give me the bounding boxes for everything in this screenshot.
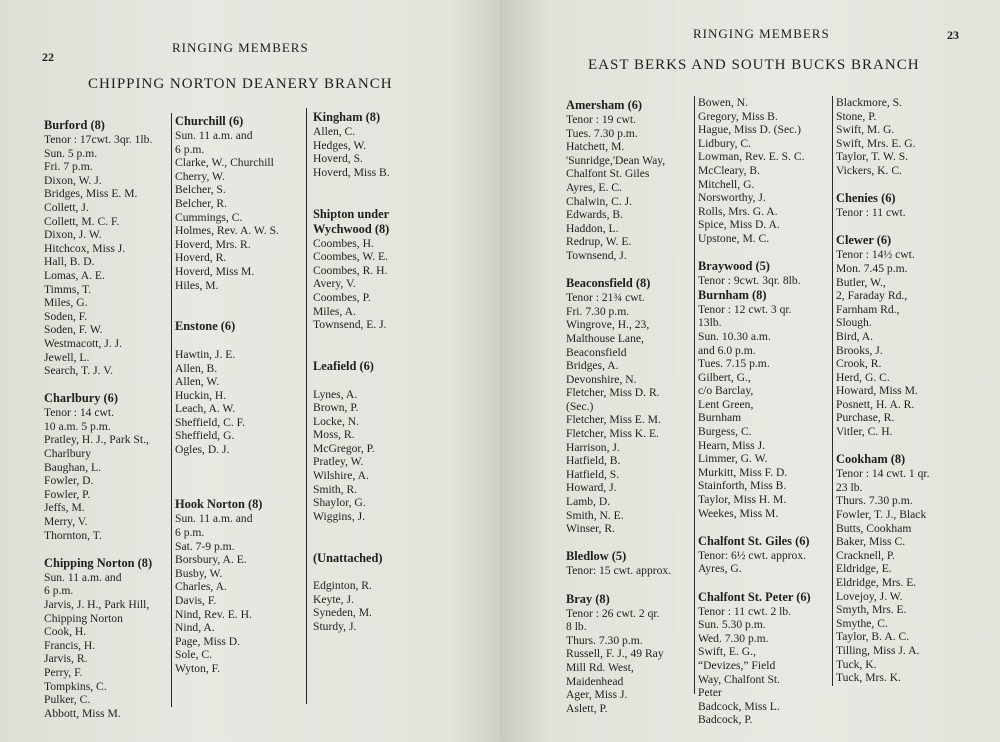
entry-line: Pulker, C. xyxy=(44,693,91,707)
entry-line: Sole, C. xyxy=(175,648,213,662)
entry-line: Jarvis, J. H., Park Hill, xyxy=(44,598,150,611)
entry-line: Harrison, J. xyxy=(566,440,620,454)
entry-line: Merry, V. xyxy=(44,515,88,529)
entry-line: Sun. 11 a.m. and xyxy=(44,570,122,584)
entry-line: Hiles, M. xyxy=(175,278,219,292)
entry-line: Smyth, Mrs. E. xyxy=(836,603,907,617)
spacer xyxy=(313,523,438,537)
entry-line: Spice, Miss D. A. xyxy=(698,218,780,232)
entry-line: Devonshire, N. xyxy=(566,372,637,386)
entry-line: Page, Miss D. xyxy=(175,634,241,648)
entry-line: Lidbury, C. xyxy=(698,136,752,150)
entry-line: 6 p.m. xyxy=(44,584,74,598)
entry-line: Crook, R. xyxy=(836,357,882,371)
entry-line: 'Sunridge,'Dean Way, xyxy=(566,153,666,167)
entry-line: Hawtin, J. E. xyxy=(175,347,236,361)
tower-heading: Chalfont St. Peter (6) xyxy=(698,589,811,604)
entry-line: Timms, T. xyxy=(44,282,92,296)
entry-line: Taylor, B. A. C. xyxy=(836,630,910,644)
spacer xyxy=(313,345,438,359)
entry-line: Abbott, Miss M. xyxy=(44,706,121,720)
tower-heading: Cookham (8) xyxy=(836,452,906,467)
entry-line: Redrup, W. E. xyxy=(566,235,632,249)
spacer xyxy=(313,537,438,551)
entry-line: Gilbert, G., xyxy=(698,370,751,384)
entry-line: Stainforth, Miss B. xyxy=(698,479,787,493)
entry-line: Bird, A. xyxy=(836,329,874,343)
entry-line: Hague, Miss D. (Sec.) xyxy=(698,123,802,137)
entry-line: Tuck, K. xyxy=(836,657,877,671)
entry-line: 6 p.m. xyxy=(175,526,205,540)
spacer xyxy=(44,378,172,392)
entry-line: Cracknell, P. xyxy=(836,548,895,562)
spacer xyxy=(313,193,438,207)
entry-line: Bridges, Miss E. M. xyxy=(44,187,138,201)
entry-line: Hoverd, R. xyxy=(175,251,227,265)
entry-line: Dixon, J. W. xyxy=(44,228,102,242)
entry-line: Hoverd, Mrs. R. xyxy=(175,237,251,251)
entry-line: Shaylor, G. xyxy=(313,496,366,510)
entry-line: Tenor : 21¾ cwt. xyxy=(566,291,645,305)
entry-line: Tenor : 26 cwt. 2 qr. xyxy=(566,606,660,620)
entry-line: Lamb, D. xyxy=(566,495,611,509)
entry-line: Leach, A. W. xyxy=(175,402,236,416)
entry-line: Fri. 7.30 p.m. xyxy=(566,304,630,318)
entry-line: Hatchett, M. xyxy=(566,140,625,154)
entry-line: Malthouse Lane, xyxy=(566,331,644,345)
entry-line: Stone, P. xyxy=(836,109,877,123)
entry-line: Badcock, Miss L. xyxy=(698,699,780,713)
branch-title: EAST BERKS AND SOUTH BUCKS BRANCH xyxy=(588,57,920,73)
right-page xyxy=(500,0,1000,742)
entry-line: Badcock, P. xyxy=(698,713,753,727)
entry-line: Hatfield, S. xyxy=(566,467,620,481)
page-number: 22 xyxy=(42,50,54,64)
entry-line: Hatfield, B. xyxy=(566,454,621,468)
entry-line: 8 lb. xyxy=(566,620,587,634)
entry-line: Taylor, T. W. S. xyxy=(836,150,909,164)
entry-line: Lovejoy, J. W. xyxy=(836,589,903,603)
tower-heading: Clewer (6) xyxy=(836,233,892,248)
entry-line: Baker, Miss C. xyxy=(836,535,906,549)
spacer xyxy=(175,292,305,306)
tower-heading: Leafield (6) xyxy=(313,358,374,373)
entry-line: Cook, H. xyxy=(44,625,87,639)
entry-line: Wyton, F. xyxy=(175,661,221,675)
entry-line: Murkitt, Miss F. D. xyxy=(698,465,788,479)
entry-line: Jarvis, R. xyxy=(44,652,88,666)
entry-line: Tenor : 11 cwt. 2 lb. xyxy=(698,604,792,618)
entry-line: Wiggins, J. xyxy=(313,509,366,523)
entry-line: Allen, B. xyxy=(175,361,218,375)
entry-line: Brown, P. xyxy=(313,401,359,415)
spacer xyxy=(698,246,833,260)
entry-line: “Devizes,” Field xyxy=(698,658,776,672)
entry-line: Posnett, H. A. R. xyxy=(836,397,915,411)
spacer xyxy=(175,484,305,498)
spacer xyxy=(698,520,833,534)
spacer xyxy=(313,332,438,346)
column-divider xyxy=(694,96,695,694)
entry-line: 13lb. xyxy=(698,316,722,330)
entry-line: Sun. 11 a.m. and xyxy=(175,129,253,142)
entry-line: Tenor : 11 cwt. xyxy=(836,206,906,220)
tower-heading: Hook Norton (8) xyxy=(175,497,263,512)
entry-line: Miles, A. xyxy=(313,304,356,318)
entry-line: Coombes, W. E. xyxy=(313,250,389,264)
entry-line: Collett, M. C. F. xyxy=(44,214,120,228)
entry-line: Hoverd, Miss B. xyxy=(313,165,390,179)
entry-line: Wingrove, H., 23, xyxy=(566,318,650,332)
entry-line: Sat. 7-9 p.m. xyxy=(175,539,235,553)
tower-heading: Chipping Norton (8) xyxy=(44,555,153,570)
entry-line: Norsworthy, J. xyxy=(698,191,766,205)
entry-line: Avery, V. xyxy=(313,277,356,291)
entry-line: Belcher, S. xyxy=(175,183,226,197)
spacer xyxy=(836,220,974,234)
entry-line: Cummings, C. xyxy=(175,210,243,224)
entry-line: Chipping Norton xyxy=(44,611,123,625)
entry-line: Allen, C. xyxy=(313,125,356,138)
entry-line: Haddon, L. xyxy=(566,221,619,235)
entry-line: 2, Faraday Rd., xyxy=(836,289,908,303)
entry-line: Allen, W. xyxy=(175,375,220,389)
entry-line: Vickers, K. C. xyxy=(836,163,902,177)
spacer xyxy=(836,439,974,453)
entry-line: Winser, R. xyxy=(566,522,615,536)
entry-line: Sun. 10.30 a.m. xyxy=(698,329,771,343)
member-column-2 xyxy=(698,96,833,727)
entry-line: Sheffield, C. F. xyxy=(175,415,246,429)
entry-line: Thurs. 7.30 p.m. xyxy=(566,633,643,647)
entry-line: Fletcher, Miss E. M. xyxy=(566,413,661,427)
entry-line: Burgess, C. xyxy=(698,425,752,439)
tower-heading: Kingham (8) xyxy=(313,110,381,124)
entry-line: Ayres, E. C. xyxy=(566,180,622,194)
entry-line: Baughan, L. xyxy=(44,460,101,474)
entry-line: Miles, G. xyxy=(44,296,88,310)
entry-line: Chalfont St. Giles xyxy=(566,167,650,181)
entry-line: Hoverd, Miss M. xyxy=(175,264,255,278)
entry-line: Thurs. 7.30 p.m. xyxy=(836,494,913,508)
entry-line: Fowler, P. xyxy=(44,487,91,501)
entry-line: Russell, F. J., 49 Ray xyxy=(566,647,664,661)
entry-line: Eldridge, Mrs. E. xyxy=(836,576,917,589)
entry-line: Herd, G. C. xyxy=(836,370,890,384)
tower-heading: Bledlow (5) xyxy=(566,549,627,564)
entry-line: Collett, J. xyxy=(44,200,89,214)
entry-line: Fowler, T. J., Black xyxy=(836,508,927,522)
entry-line: Howard, J. xyxy=(566,481,617,495)
entry-line: 10 a.m. 5 p.m. xyxy=(44,419,111,433)
tower-heading: Chalfont St. Giles (6) xyxy=(698,533,810,548)
entry-line: Way, Chalfont St. xyxy=(698,672,781,686)
entry-line: Nind, Rev. E. H. xyxy=(175,607,252,621)
entry-line: Swift, M. G. xyxy=(836,123,895,137)
entry-line: Mon. 7.45 p.m. xyxy=(836,261,908,275)
entry-line: Pratley, H. J., Park St., xyxy=(44,433,149,447)
entry-line: Ogles, D. J. xyxy=(175,443,230,457)
entry-line: c/o Barclay, xyxy=(698,384,754,398)
entry-line: Aslett, P. xyxy=(566,701,608,715)
entry-line: Soden, F. W. xyxy=(44,323,103,337)
entry-line: Mill Rd. West, xyxy=(566,660,634,674)
entry-line: McGregor, P. xyxy=(313,441,375,455)
entry-line: Peter xyxy=(698,686,722,700)
tower-heading: Wychwood (8) xyxy=(313,221,390,236)
entry-line: Cherry, W. xyxy=(175,169,225,183)
entry-line: Hoverd, S. xyxy=(313,152,363,166)
entry-line: Nind, A. xyxy=(175,621,215,635)
entry-line: Hall, B. D. xyxy=(44,255,95,269)
entry-line: Mitchell, G. xyxy=(698,177,755,191)
spacer xyxy=(566,263,691,277)
page-number: 23 xyxy=(947,28,959,42)
entry-line: Keyte, J. xyxy=(313,592,354,606)
entry-line: Hearn, Miss J. xyxy=(698,438,765,452)
entry-line: Hedges, W. xyxy=(313,138,367,152)
entry-line: Perry, F. xyxy=(44,665,83,679)
entry-line: (Sec.) xyxy=(566,399,594,413)
entry-line: Tenor : 12 cwt. 3 qr. xyxy=(698,302,792,316)
entry-line: Bowen, N. xyxy=(698,96,748,109)
entry-line: Edginton, R. xyxy=(313,579,372,593)
tower-heading: Shipton under xyxy=(313,206,390,221)
entry-line: Lowman, Rev. E. S. C. xyxy=(698,150,805,164)
tower-heading: Burnham (8) xyxy=(698,287,767,302)
entry-line: Eldridge, E. xyxy=(836,562,892,576)
entry-line: Tenor : 19 cwt. xyxy=(566,113,637,126)
tower-heading: Beaconsfield (8) xyxy=(566,276,651,291)
entry-line: Jeffs, M. xyxy=(44,501,85,515)
member-column-1 xyxy=(44,118,172,720)
tower-heading: Bray (8) xyxy=(566,591,610,606)
entry-line: Gregory, Miss B. xyxy=(698,109,778,123)
entry-line: Smith, N. E. xyxy=(566,508,624,522)
column-divider xyxy=(306,108,307,704)
entry-line: Thornton, T. xyxy=(44,528,102,542)
entry-line: Borsbury, A. E. xyxy=(175,553,247,567)
entry-line: Wilshire, A. xyxy=(313,469,369,483)
entry-line: Swift, Mrs. E. G. xyxy=(836,136,916,150)
entry-line: Limmer, G. W. xyxy=(698,452,768,466)
entry-line: Smith, R. xyxy=(313,482,358,496)
entry-line: Clarke, W., Churchill xyxy=(175,156,274,170)
entry-line: Fletcher, Miss K. E. xyxy=(566,427,659,441)
spacer xyxy=(175,470,305,484)
entry-line: Tilling, Miss J. A. xyxy=(836,643,920,657)
spacer xyxy=(313,179,438,193)
entry-line: Westmacott, J. J. xyxy=(44,336,122,350)
entry-line: Sheffield, G. xyxy=(175,429,235,443)
entry-line: Tenor : 14 cwt. xyxy=(44,406,115,420)
running-head: RINGING MEMBERS xyxy=(172,40,309,55)
entry-line: Swift, E. G., xyxy=(698,645,756,659)
tower-heading: Chenies (6) xyxy=(836,191,896,206)
entry-line: Sun. 11 a.m. and xyxy=(175,512,253,526)
entry-line: Fletcher, Miss D. R. xyxy=(566,386,660,400)
entry-line: Howard, Miss M. xyxy=(836,384,918,398)
spacer xyxy=(566,578,691,592)
entry-line: Tenor : 14½ cwt. xyxy=(836,248,915,262)
entry-line: Vitler, C. H. xyxy=(836,425,893,439)
entry-line: Lent Green, xyxy=(698,397,754,411)
entry-line: Tenor : 9cwt. 3qr. 8lb. xyxy=(698,274,801,288)
entry-line: McCleary, B. xyxy=(698,163,761,177)
entry-line: Butts, Cookham xyxy=(836,521,912,535)
entry-line: Coombes, R. H. xyxy=(313,263,388,277)
entry-line: Tues. 7.30 p.m. xyxy=(566,126,638,140)
entry-line: Ager, Miss J. xyxy=(566,688,628,702)
spacer xyxy=(698,576,833,590)
entry-line: Bridges, A. xyxy=(566,359,619,373)
tower-heading: Braywood (5) xyxy=(698,259,770,274)
spacer xyxy=(313,374,438,388)
entry-line: Jewell, L. xyxy=(44,350,90,364)
entry-line: Ayres, G. xyxy=(698,562,742,576)
spacer xyxy=(175,457,305,471)
entry-line: Townsend, E. J. xyxy=(313,318,387,332)
entry-line: Townsend, J. xyxy=(566,248,627,262)
member-column-2 xyxy=(175,114,305,676)
entry-line: Soden, F. xyxy=(44,309,88,323)
tower-heading: Charlbury (6) xyxy=(44,391,118,406)
entry-line: Syneden, M. xyxy=(313,606,372,620)
column-divider xyxy=(832,96,833,686)
spacer xyxy=(313,566,438,580)
entry-line: Search, T. J. V. xyxy=(44,364,114,378)
member-column-1 xyxy=(566,98,691,715)
entry-line: Pratley, W. xyxy=(313,455,364,469)
entry-line: Sturdy, J. xyxy=(313,620,357,633)
entry-line: Francis, H. xyxy=(44,638,96,652)
entry-line: Lomas, A. E. xyxy=(44,268,105,282)
entry-line: Weekes, Miss M. xyxy=(698,506,779,520)
entry-line: Lynes, A. xyxy=(313,387,358,401)
running-head: RINGING MEMBERS xyxy=(693,26,830,41)
entry-line: Slough. xyxy=(836,316,872,330)
entry-line: Hitchcox, Miss J. xyxy=(44,241,126,255)
entry-line: Tompkins, C. xyxy=(44,679,107,693)
entry-line: Tenor: 6½ cwt. approx. xyxy=(698,548,807,562)
entry-line: Charlbury xyxy=(44,447,92,461)
member-column-3 xyxy=(836,96,974,685)
entry-line: Tues. 7.15 p.m. xyxy=(698,357,770,371)
spacer xyxy=(175,306,305,320)
branch-title: CHIPPING NORTON DEANERY BRANCH xyxy=(88,76,393,92)
entry-line: Davis, F. xyxy=(175,594,217,607)
entry-line: Brooks, J. xyxy=(836,343,883,357)
entry-line: Huckin, H. xyxy=(175,388,227,402)
entry-line: Butler, W., xyxy=(836,275,886,289)
entry-line: Belcher, R. xyxy=(175,196,228,210)
member-column-3 xyxy=(313,110,438,634)
entry-line: Coombes, P. xyxy=(313,290,371,304)
entry-line: Tenor : 14 cwt. 1 qr. xyxy=(836,467,930,481)
entry-line: Coombes, H. xyxy=(313,236,374,250)
entry-line: Tenor : 17cwt. 3qr. 1lb. xyxy=(44,133,153,146)
entry-line: 6 p.m. xyxy=(175,142,205,156)
entry-line: 23 lb. xyxy=(836,480,863,494)
entry-line: Taylor, Miss H. M. xyxy=(698,493,787,507)
entry-line: Fowler, D. xyxy=(44,474,94,488)
entry-line: Busby, W. xyxy=(175,566,223,580)
tower-heading: Enstone (6) xyxy=(175,319,236,334)
entry-line: Fri. 7 p.m. xyxy=(44,160,93,174)
entry-line: Dixon, W. J. xyxy=(44,173,102,187)
entry-line: Locke, N. xyxy=(313,414,360,428)
tower-heading: (Unattached) xyxy=(313,550,383,565)
entry-line: Wed. 7.30 p.m. xyxy=(698,631,769,645)
entry-line: Holmes, Rev. A. W. S. xyxy=(175,224,279,238)
spacer xyxy=(44,542,172,556)
spacer xyxy=(175,334,305,348)
entry-line: and 6.0 p.m. xyxy=(698,343,756,357)
entry-line: Rolls, Mrs. G. A. xyxy=(698,204,778,218)
entry-line: Charles, A. xyxy=(175,580,227,594)
entry-line: Farnham Rd., xyxy=(836,302,900,316)
spacer xyxy=(836,178,974,192)
entry-line: Blackmore, S. xyxy=(836,96,903,109)
entry-line: Purchase, R. xyxy=(836,411,895,425)
entry-line: Moss, R. xyxy=(313,428,355,442)
entry-line: Edwards, B. xyxy=(566,208,623,222)
entry-line: Sun. 5 p.m. xyxy=(44,146,98,160)
entry-line: Tuck, Mrs. K. xyxy=(836,671,901,685)
entry-line: Maidenhead xyxy=(566,674,624,688)
entry-line: Chalwin, C. J. xyxy=(566,194,633,208)
tower-heading: Churchill (6) xyxy=(175,114,244,128)
entry-line: Smythe, C. xyxy=(836,616,888,630)
tower-heading: Amersham (6) xyxy=(566,98,643,112)
entry-line: Burnham xyxy=(698,411,742,425)
column-divider xyxy=(171,113,172,707)
tower-heading: Burford (8) xyxy=(44,118,105,132)
entry-line: Tenor: 15 cwt. approx. xyxy=(566,564,672,578)
spacer xyxy=(566,536,691,550)
entry-line: Sun. 5.30 p.m. xyxy=(698,618,766,632)
entry-line: Beaconsfield xyxy=(566,345,627,359)
entry-line: Upstone, M. C. xyxy=(698,231,770,245)
